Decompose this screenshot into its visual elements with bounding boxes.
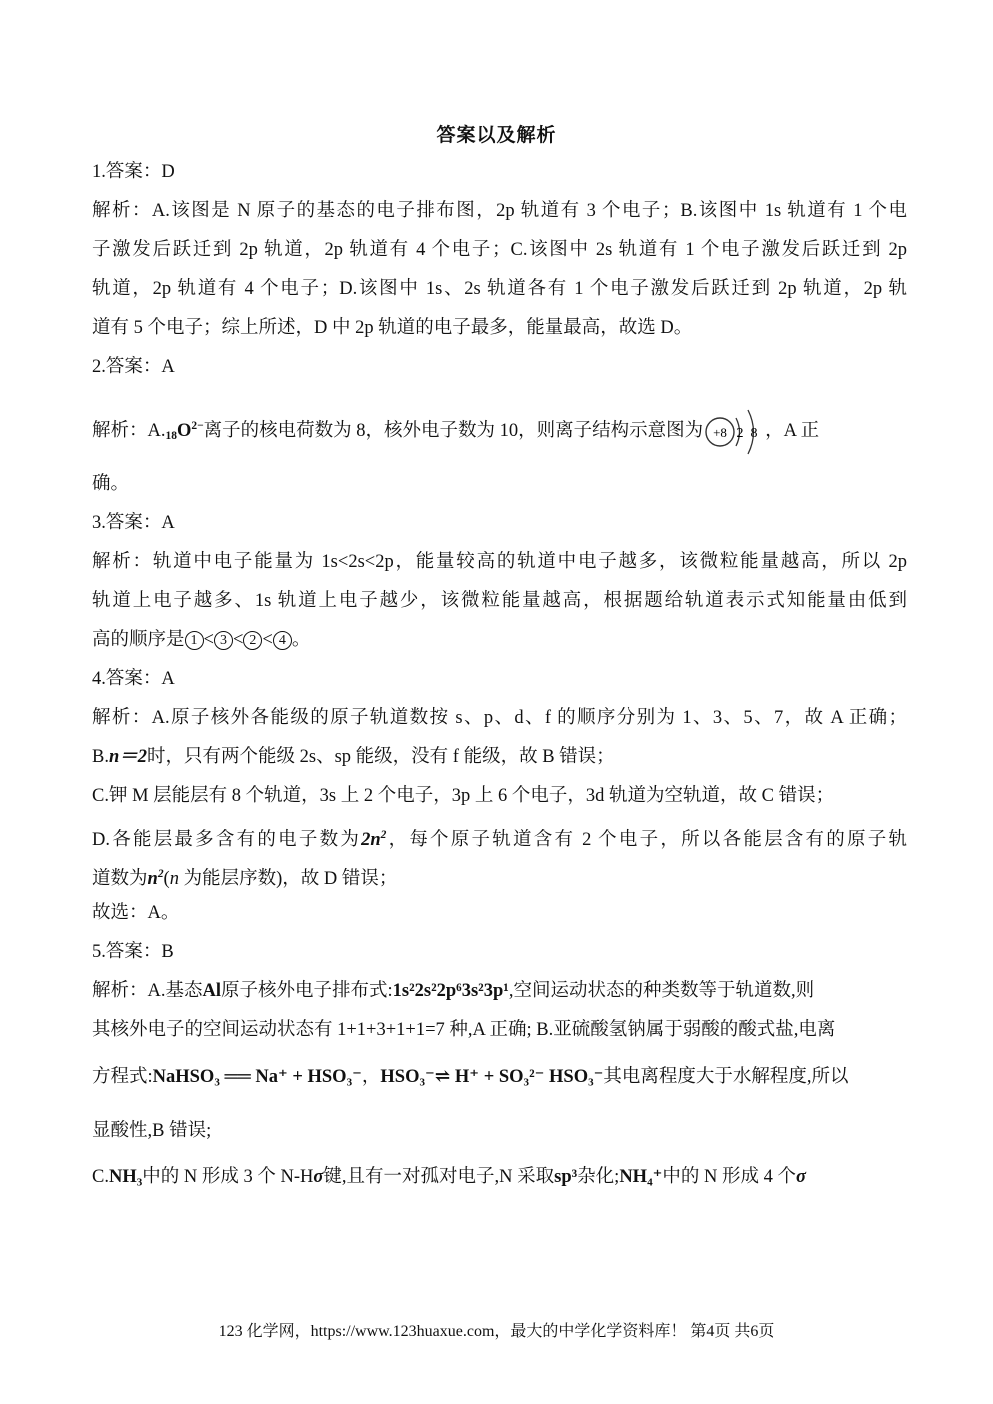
q2-tail: ，A 正 [765,420,820,441]
ion-structure-diagram [703,402,765,462]
q4-b-prefix: B. [92,747,109,767]
two-n-squared-formula: $2n^2$ [361,829,387,850]
q5-line-3-tail: 其电离程度大于水解程度,所以 [603,1067,849,1087]
q4-line-5 [92,855,907,894]
oxygen-ion-formula [166,421,204,441]
formula-base: n [147,868,158,889]
ammonia-formula: NH₃ [108,1167,143,1187]
separator: ， [361,1067,381,1087]
al-symbol: Al [202,981,221,1001]
q4-line-6: 故选：A。 [92,903,180,923]
n-equals-2-formula: n＝2 [108,747,148,767]
sigma-symbol: σ [796,1167,806,1187]
q5-line-5 [92,1158,907,1197]
q2-line-1 [92,387,907,465]
n-squared-formula: $n^2$ [147,868,164,889]
ammonium-formula: NH₄⁺ [619,1167,663,1187]
q5-prefix: 解析：A.基态 [92,981,203,1001]
q5-c-prefix: C. [92,1167,109,1187]
ionization-equation-2: HSO₃⁻⇌ H⁺ + SO₃²⁻ [380,1067,545,1087]
q1-answer: 1.答案：D [92,162,175,182]
less-than: < [262,630,273,650]
q4-line-2 [92,738,907,777]
q5-equation-label: 方程式: [92,1067,153,1087]
q1-line-1: 解析：A.该图是 N 原子的基态的电子排布图，2p 轨道有 3 个电子；B.该图中 1s 轨道有 1 个电 [92,201,907,221]
q3-answer: 3.答案：A [92,513,175,533]
circled-1: 1 [185,631,204,650]
circled-4: 4 [273,631,292,650]
electron-configuration: 1s²2s²2p⁶3s²3p¹ [392,981,509,1001]
q4-d-prefix-2: 道数为 [92,868,148,889]
circled-3: 3 [214,631,233,650]
n-variable: n [169,868,179,889]
open-paren: ( [163,868,170,889]
ion-symbol: O [176,420,192,441]
q1-line-2: 子激发后跃迁到 2p 轨道，2p 轨道有 4 个电子；C.该图中 2s 轨道有 1 个电子激发后跃迁到 2p [92,240,907,260]
q4-answer: 4.答案：A [92,669,175,689]
q5-line-3 [92,1050,907,1104]
ion-charge: 2− [191,420,204,432]
q5-c-text-c: 杂化; [577,1167,620,1187]
formula-base: 2n [361,829,381,850]
q1-line-4: 道有 5 个电子；综上所述，D 中 2p 轨道的电子最多，能量最高，故选 D。 [92,318,693,338]
q4-b-text: 时，只有两个能级 2s、sp 能级，没有 f 能级，故 B 错误； [147,747,615,767]
q3-order-prefix: 高的顺序是 [92,630,185,650]
q1-line-3: 轨道，2p 轨道有 4 个电子；D.该图中 1s、2s 轨道各有 1 个电子激发后跃迁到 2p 轨道，2p 轨 [92,279,907,299]
q4-line-4 [92,816,907,855]
q2-line-2: 确。 [92,474,130,494]
less-than: < [232,630,244,650]
q3-line-2: 轨道上电子越多、1s 轨道上电子越少，该微粒能量越高，根据题给轨道表示式知能量由低到 [92,591,907,611]
bisulfite-ion: HSO₃⁻ [549,1067,604,1087]
q5-c-text-a: 中的 N 形成 3 个 N-H [142,1167,314,1187]
ion-mass-number: 18 [165,429,177,442]
sigma-symbol: σ [313,1167,324,1187]
sp3-hybrid: sp³ [554,1167,578,1187]
q5-line-1-tail: ,空间运动状态的种类数等于轨道数,则 [508,981,815,1001]
answer-body [92,153,907,1197]
circled-2: 2 [243,631,262,650]
q5-line-4: 显酸性,B 错误; [92,1121,212,1141]
q5-line-2: 其核外电子的空间运动状态有 1+1+3+1+1=7 种,A 正确; B.亚硫酸氢钠属于弱酸的酸式盐,电离 [92,1020,836,1040]
q3-line-1: 解析：轨道中电子能量为 1s<2s<2p，能量较高的轨道中电子越多，该微粒能量越高，所以 2p [92,552,907,572]
less-than: < [203,630,214,650]
shell-1-electrons: 2 [736,425,744,441]
q2-prefix: 解析：A. [92,420,166,441]
ionization-equation-1: NaHSO₃ ══ Na⁺ + HSO₃⁻ [152,1067,362,1087]
q5-c-text-b: 键,且有一对孤对电子,N 采取 [323,1167,555,1187]
q2-answer: 2.答案：A [92,357,175,377]
nucleus-charge: +8 [713,424,728,440]
shell-2-electrons: 8 [750,425,758,441]
q5-answer: 5.答案：B [92,942,174,962]
q3-line-3 [92,621,907,660]
q4-line-3: C.钾 M 层能层有 8 个轨道，3s 上 2 个电子，3p 上 6 个电子，3d 轨道为空轨道，故 C 错误； [92,786,835,806]
q5-config-label: 原子核外电子排布式: [221,981,393,1001]
q5-line-1 [92,972,907,1011]
page-footer: 123 化学网，https://www.123huaxue.com，最大的中学化学资料库！ 第4页 共6页 [218,1323,775,1340]
q4-line-1: 解析：A.原子核外各能级的原子轨道数按 s、p、d、f 的顺序分别为 1、3、5、7，故 A 正确； [92,708,907,728]
q2-text: 离子的核电荷数为 8，核外电子数为 10，则离子结构示意图为 [203,420,704,441]
page-title: 答案以及解析 [436,124,557,146]
q4-d-prefix: D.各能层最多含有的电子数为 [92,829,362,850]
q3-end: 。 [291,630,311,650]
q5-c-text-d: 中的 N 形成 4 个 [662,1167,796,1187]
q4-d-text-2: 为能层序数)，故 D 错误； [178,868,398,889]
q4-d-text: ，每个原子轨道含有 2 个电子，所以各能层含有的原子轨 [386,829,907,850]
